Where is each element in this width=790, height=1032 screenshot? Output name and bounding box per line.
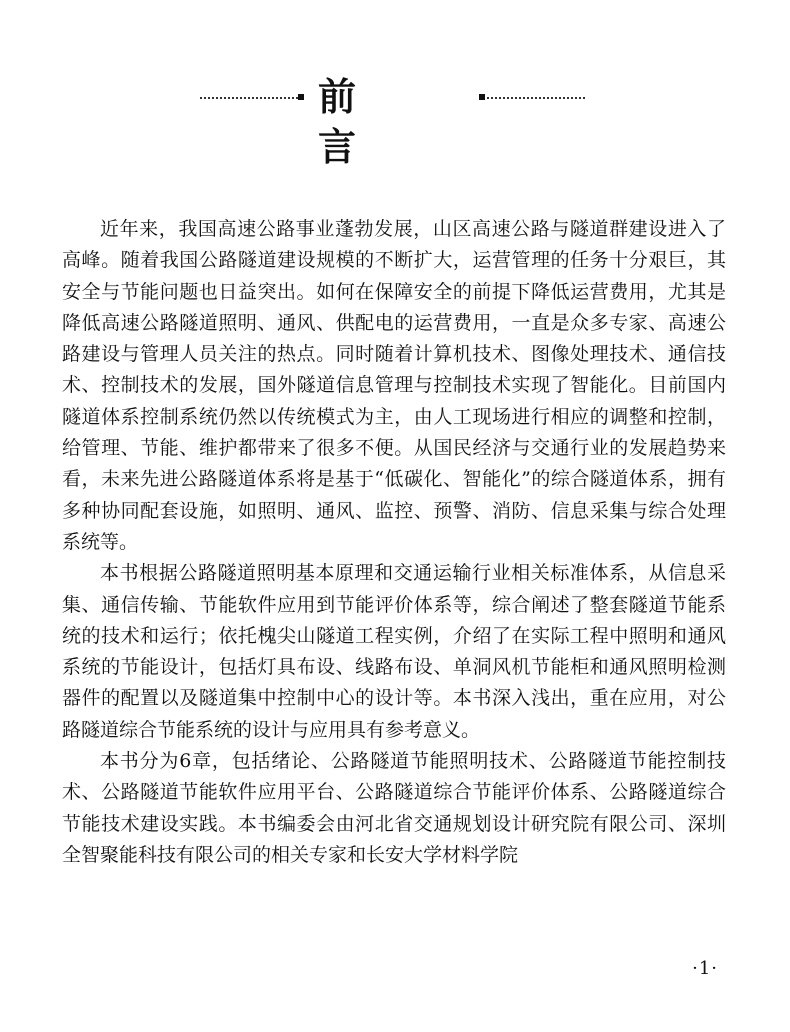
paragraph-1: 近年来，我国高速公路事业蓬勃发展，山区高速公路与隧道群建设进入了高峰。随着我国公路隧道建设规模的不断扩大，运营管理的任务十分艰巨，其安全与节能问题也日益突出。如何在保障安全的前提下降低运营费用，尤其是降低高速公路隧道照明、通风、供配电的运营费用，一直是众多专家、高速公路建设与管理人员关注的热点。同时随着计算机技术、图像处理技术、通信技术、控制技术的发展，国外隧道信息管理与控制技术实现了智能化。目前国内隧道体系控制系统仍然以传统模式为主，由人工现场进行相应的调整和控制，给管理、节能、维护都带来了很多不便。从国民经济与交通行业的发展趋势来看，未来先进公路隧道体系将是基于“低碳化、智能化”的综合隧道体系，拥有多种协同配套设施，如照明、通风、监控、预警、消防、信息采集与综合处理系统等。: [62, 218, 726, 553]
right-dotted-rule: [487, 97, 585, 99]
page-number: ·1·: [692, 958, 718, 979]
heading-row: [0, 72, 790, 169]
body-text: [62, 214, 726, 871]
right-rule-square: [479, 94, 485, 100]
page-title: 前 言: [318, 75, 433, 169]
left-dotted-rule: [200, 97, 298, 99]
left-rule-square: [298, 94, 304, 100]
paragraph-3: 本书分为6章，包括绪论、公路隧道节能照明技术、公路隧道节能控制技术、公路隧道节能软件应用平台、公路隧道综合节能评价体系、公路隧道综合节能技术建设实践。本书编委会由河北省交通规划设计研究院有限公司、深圳全智聚能科技有限公司的相关专家和长安大学材料学院: [62, 750, 726, 866]
paragraph-2: 本书根据公路隧道照明基本原理和交通运输行业相关标准体系，从信息采集、通信传输、节能软件应用到节能评价体系等，综合阐述了整套隧道节能系统的技术和运行；依托槐尖山隧道工程实例，介绍了在实际工程中照明和通风系统的节能设计，包括灯具布设、线路布设、单洞风机节能柜和通风照明检测器件的配置以及隧道集中控制中心的设计等。本书深入浅出，重在应用，对公路隧道综合节能系统的设计与应用具有参考意义。: [62, 562, 726, 741]
